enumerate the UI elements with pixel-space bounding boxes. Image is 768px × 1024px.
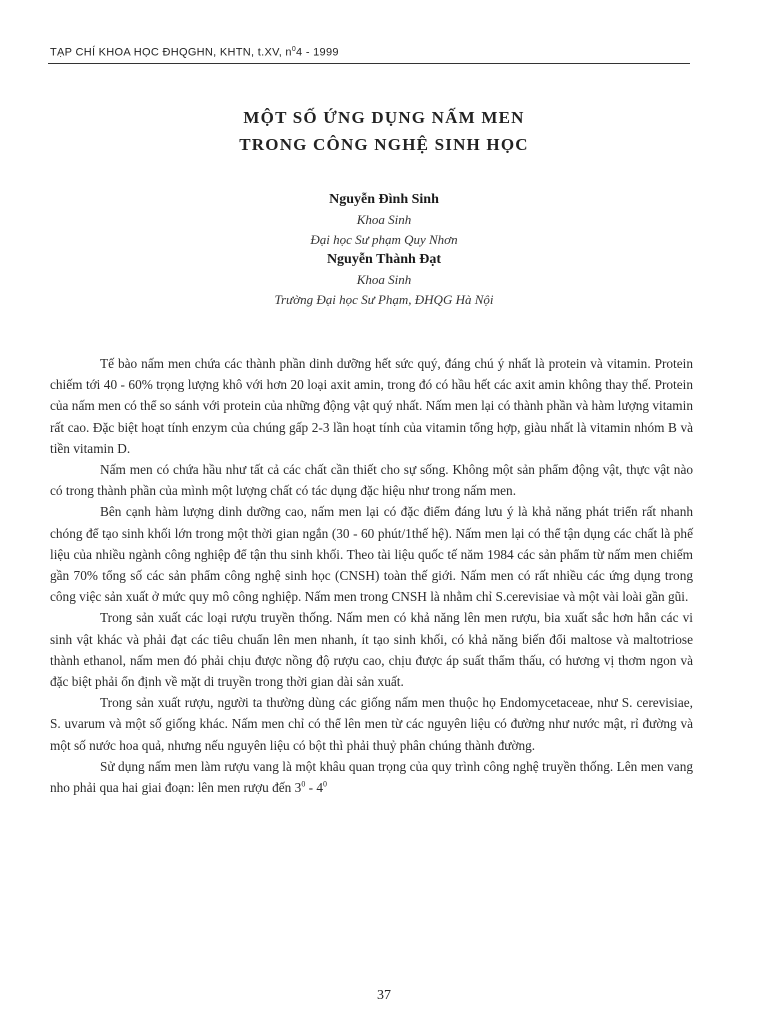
article-title-line-1: MỘT SỐ ỨNG DỤNG NẤM MEN [243,108,525,127]
author-institution: Trường Đại học Sư Phạm, ĐHQG Hà Nội [274,292,494,307]
running-head: TẠP CHÍ KHOA HỌC ĐHQGHN, KHTN, t.XV, $n^04 - 1999$ [50,46,339,59]
body-paragraph: Tế bào nấm men chứa các thành phần dinh dưỡng hết sức quý, đáng chú ý nhất là protein và vitamin. Protein chiếm tới 40 - 60% trọng lượng khô với hơn 20 loại axit amin, trong đó có hầu hết các axit amin không thay thế. Protein của nấm men có thể so sánh với protein của những động vật quý nhất. Nấm men lại có thành phần và hàm lượng vitamin rất cao. Đặc biệt hoạt tính enzym của chúng gấp 2-3 lần hoạt tính của vitamin tổng hợp, giàu nhất là vitamin nhóm B và tiền vitamin D. [50,356,693,456]
article-body [50,353,693,798]
author-department: Khoa Sinh [356,212,412,227]
body-paragraph: Nấm men có chứa hầu như tất cả các chất cần thiết cho sự sống. Không một sản phẩm động vật, thực vật nào có trong thành phần của mình một lượng chất có tác dụng đặc hiệu như trong nấm men. [50,462,693,499]
body-paragraph: Sử dụng nấm men làm rượu vang là một khâu quan trọng của quy trình công nghệ truyền thống. Lên men vang nho phải qua hai giai đoạn: lên men rượu đến $3^0 - 4^0$ [50,758,693,796]
body-paragraph: Trong sản xuất các loại rượu truyền thống. Nấm men có khả năng lên men rượu, bia xuất sắc hơn hẳn các vi sinh vật khác và phải đạt các tiêu chuẩn lên men nhanh, ít tạo sinh khối, có khả năng biến đổi maltose và maltotriose thành ethanol, nấm men đó phải chịu được nồng độ rượu cao, chịu được áp suất thẩm thấu, có hương vị thơm ngon và đặc biệt phải ổn định về mặt di truyền trong thời gian dài sản xuất. [50,610,693,690]
author-block [0,190,768,310]
author-institution: Đại học Sư phạm Quy Nhơn [310,232,458,247]
body-paragraph: Trong sản xuất rượu, người ta thường dùng các giống nấm men thuộc họ Endomycetaceae, như S. cerevisiae, S. uvarum và một số giống khác. Nấm men chỉ có thể lên men từ các nguyên liệu có đường như nước mật, rỉ đường và một số nước hoa quả, nhưng nếu nguyên liệu có bột thì phải thuỷ phân chúng thành đường. [50,695,693,753]
author-department: Khoa Sinh [356,272,412,287]
header-rule [48,63,690,64]
author-name: Nguyễn Đình Sinh [329,192,439,207]
body-paragraph: Bên cạnh hàm lượng dinh dưỡng cao, nấm men lại có đặc điểm đáng lưu ý là khả năng phát triển rất nhanh chóng để tạo sinh khối lớn trong một thời gian ngắn (30 - 60 phút/1thế hệ). Nấm men lại có thể tận dụng các chất là phế liệu của nhiều ngành công nghiệp để tận thu sinh khối. Theo tài liệu quốc tế năm 1984 các sản phẩm từ nấm men chiếm gần 70% tổng số các sản phẩm công nghệ sinh học (CNSH) toàn thế giới. Nấm men có rất nhiều các ứng dụng trong công việc sản xuất ở mức quy mô công nghiệp. Nấm men trong CNSH là nhằm chỉ S.cerevisiae và một vài loài gần gũi. [50,504,693,605]
article-title-line-2: TRONG CÔNG NGHỆ SINH HỌC [239,135,529,154]
author-name: Nguyễn Thành Đạt [326,252,442,267]
page-number: 37 [377,988,391,1003]
